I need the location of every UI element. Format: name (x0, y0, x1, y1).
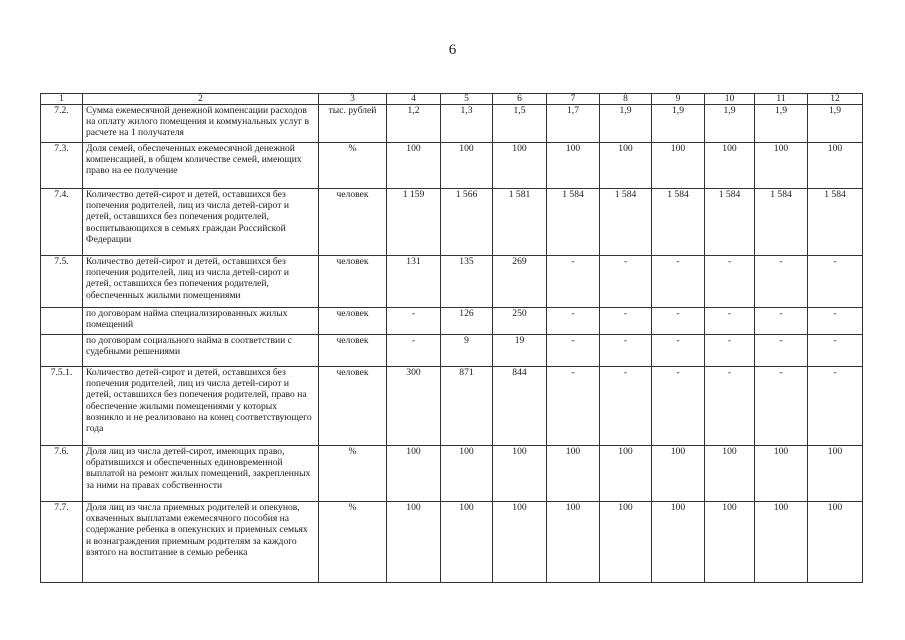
value-cell: 100 (547, 143, 600, 189)
value-cell: 19 (493, 335, 547, 367)
column-header: 10 (705, 94, 755, 105)
row-number: 7.6. (41, 446, 83, 502)
value-cell: 100 (387, 502, 441, 583)
value-cell: 100 (705, 502, 755, 583)
value-cell: 126 (441, 308, 493, 335)
unit-cell: человек (319, 256, 387, 308)
value-cell: 1,3 (441, 105, 493, 143)
value-cell: 100 (808, 143, 863, 189)
value-cell: 1,9 (600, 105, 652, 143)
column-header: 1 (41, 94, 83, 105)
column-header: 7 (547, 94, 600, 105)
row-number (41, 308, 83, 335)
value-cell: 100 (493, 143, 547, 189)
table-row (41, 335, 863, 367)
column-header: 11 (755, 94, 808, 105)
unit-cell: человек (319, 308, 387, 335)
value-cell: 1 584 (547, 189, 600, 256)
value-cell: - (600, 256, 652, 308)
value-cell: 1,7 (547, 105, 600, 143)
value-cell: - (547, 367, 600, 446)
value-cell: - (808, 367, 863, 446)
value-cell: - (755, 308, 808, 335)
column-header: 6 (493, 94, 547, 105)
value-cell: - (705, 256, 755, 308)
value-cell: 100 (600, 502, 652, 583)
row-number: 7.4. (41, 189, 83, 256)
value-cell: - (705, 335, 755, 367)
value-cell: 100 (387, 446, 441, 502)
unit-cell: человек (319, 335, 387, 367)
value-cell: - (652, 335, 705, 367)
column-header: 8 (600, 94, 652, 105)
unit-cell: человек (319, 367, 387, 446)
column-header: 9 (652, 94, 705, 105)
value-cell: 100 (600, 143, 652, 189)
value-cell: - (387, 308, 441, 335)
value-cell: 1 584 (808, 189, 863, 256)
value-cell: 1 584 (755, 189, 808, 256)
row-number: 7.7. (41, 502, 83, 583)
value-cell: - (547, 308, 600, 335)
value-cell: 100 (493, 446, 547, 502)
value-cell: 844 (493, 367, 547, 446)
page-number: 6 (448, 42, 457, 58)
value-cell: - (600, 308, 652, 335)
value-cell: - (808, 335, 863, 367)
value-cell: 1,9 (755, 105, 808, 143)
header-row (41, 94, 863, 105)
value-cell: 1,9 (705, 105, 755, 143)
value-cell: 100 (652, 502, 705, 583)
value-cell: 300 (387, 367, 441, 446)
value-cell: - (755, 367, 808, 446)
value-cell: 100 (387, 143, 441, 189)
indicator-name: Доля лиц из числа детей-сирот, имеющих право, обратившихся и обеспеченных единовременной выплатой на ремонт жилых помещений, закрепленных за ними на правах собственности (83, 446, 319, 502)
value-cell: 100 (808, 446, 863, 502)
value-cell: 100 (705, 143, 755, 189)
table-row (41, 446, 863, 502)
row-number: 7.5. (41, 256, 83, 308)
table-row (41, 256, 863, 308)
value-cell: - (387, 335, 441, 367)
value-cell: - (547, 335, 600, 367)
indicator-name: по договорам социального найма в соответствии с судебными решениями (83, 335, 319, 367)
indicator-name: Доля семей, обеспеченных ежемесячной денежной компенсацией, в общем количестве семей, имеющих право на ее получение (83, 143, 319, 189)
value-cell: 100 (493, 502, 547, 583)
value-cell: - (808, 256, 863, 308)
value-cell: 100 (441, 143, 493, 189)
value-cell: 1,5 (493, 105, 547, 143)
value-cell: 1 159 (387, 189, 441, 256)
value-cell: 9 (441, 335, 493, 367)
indicator-name: Доля лиц из числа приемных родителей и опекунов, охваченных выплатами ежемесячного пособия на содержание ребенка в опекунских и приемных семьях и вознаграждения приемным родителям за каждого взятого на воспитание в семью ребенка (83, 502, 319, 583)
value-cell: 1 584 (705, 189, 755, 256)
value-cell: 1,9 (808, 105, 863, 143)
table-row (41, 308, 863, 335)
value-cell: 100 (547, 502, 600, 583)
table-row (41, 502, 863, 583)
value-cell: - (652, 308, 705, 335)
indicator-name: Количество детей-сирот и детей, оставшихся без попечения родителей, лиц из числа детей-сирот и детей, оставшихся без попечения родителей, право на обеспечение жилыми помещениями у которых возникло и не реализовано на конец соответствующего года (83, 367, 319, 446)
value-cell: 1,9 (652, 105, 705, 143)
value-cell: 135 (441, 256, 493, 308)
value-cell: 1 581 (493, 189, 547, 256)
column-header: 12 (808, 94, 863, 105)
unit-cell: % (319, 143, 387, 189)
indicators-table (40, 93, 863, 583)
row-number: 7.5.1. (41, 367, 83, 446)
value-cell: 1,2 (387, 105, 441, 143)
row-number: 7.2. (41, 105, 83, 143)
value-cell: 100 (755, 143, 808, 189)
value-cell: 100 (652, 446, 705, 502)
column-header: 2 (83, 94, 319, 105)
unit-cell: % (319, 502, 387, 583)
column-header: 4 (387, 94, 441, 105)
value-cell: 100 (808, 502, 863, 583)
value-cell: - (600, 335, 652, 367)
value-cell: 1 566 (441, 189, 493, 256)
value-cell: - (600, 367, 652, 446)
value-cell: - (547, 256, 600, 308)
value-cell: - (652, 256, 705, 308)
value-cell: 100 (441, 446, 493, 502)
indicator-name: Количество детей-сирот и детей, оставшихся без попечения родителей, лиц из числа детей-сирот и детей, оставшихся без попечения родителей, обеспеченных жилыми помещениями (83, 256, 319, 308)
value-cell: 1 584 (600, 189, 652, 256)
value-cell: - (705, 367, 755, 446)
indicator-name: по договорам найма специализированных жилых помещений (83, 308, 319, 335)
value-cell: - (705, 308, 755, 335)
column-header: 5 (441, 94, 493, 105)
value-cell: - (652, 367, 705, 446)
indicator-name: Сумма ежемесячной денежной компенсации расходов на оплату жилого помещения и коммунальных услуг в расчете на 1 получателя (83, 105, 319, 143)
table-row (41, 105, 863, 143)
value-cell: 269 (493, 256, 547, 308)
value-cell: - (755, 256, 808, 308)
value-cell: 100 (755, 446, 808, 502)
row-number: 7.3. (41, 143, 83, 189)
row-number (41, 335, 83, 367)
value-cell: - (755, 335, 808, 367)
unit-cell: тыс. рублей (319, 105, 387, 143)
table-row (41, 367, 863, 446)
value-cell: 100 (441, 502, 493, 583)
indicator-name: Количество детей-сирот и детей, оставшихся без попечения родителей, лиц из числа детей-сирот и детей, оставшихся без попечения родителей, воспитывающихся в семьях граждан Российской Федерации (83, 189, 319, 256)
value-cell: 100 (755, 502, 808, 583)
value-cell: 100 (600, 446, 652, 502)
value-cell: 100 (547, 446, 600, 502)
table-row (41, 189, 863, 256)
value-cell: - (808, 308, 863, 335)
value-cell: 100 (705, 446, 755, 502)
value-cell: 100 (652, 143, 705, 189)
unit-cell: человек (319, 189, 387, 256)
value-cell: 1 584 (652, 189, 705, 256)
value-cell: 871 (441, 367, 493, 446)
table-row (41, 143, 863, 189)
value-cell: 250 (493, 308, 547, 335)
value-cell: 131 (387, 256, 441, 308)
column-header: 3 (319, 94, 387, 105)
unit-cell: % (319, 446, 387, 502)
